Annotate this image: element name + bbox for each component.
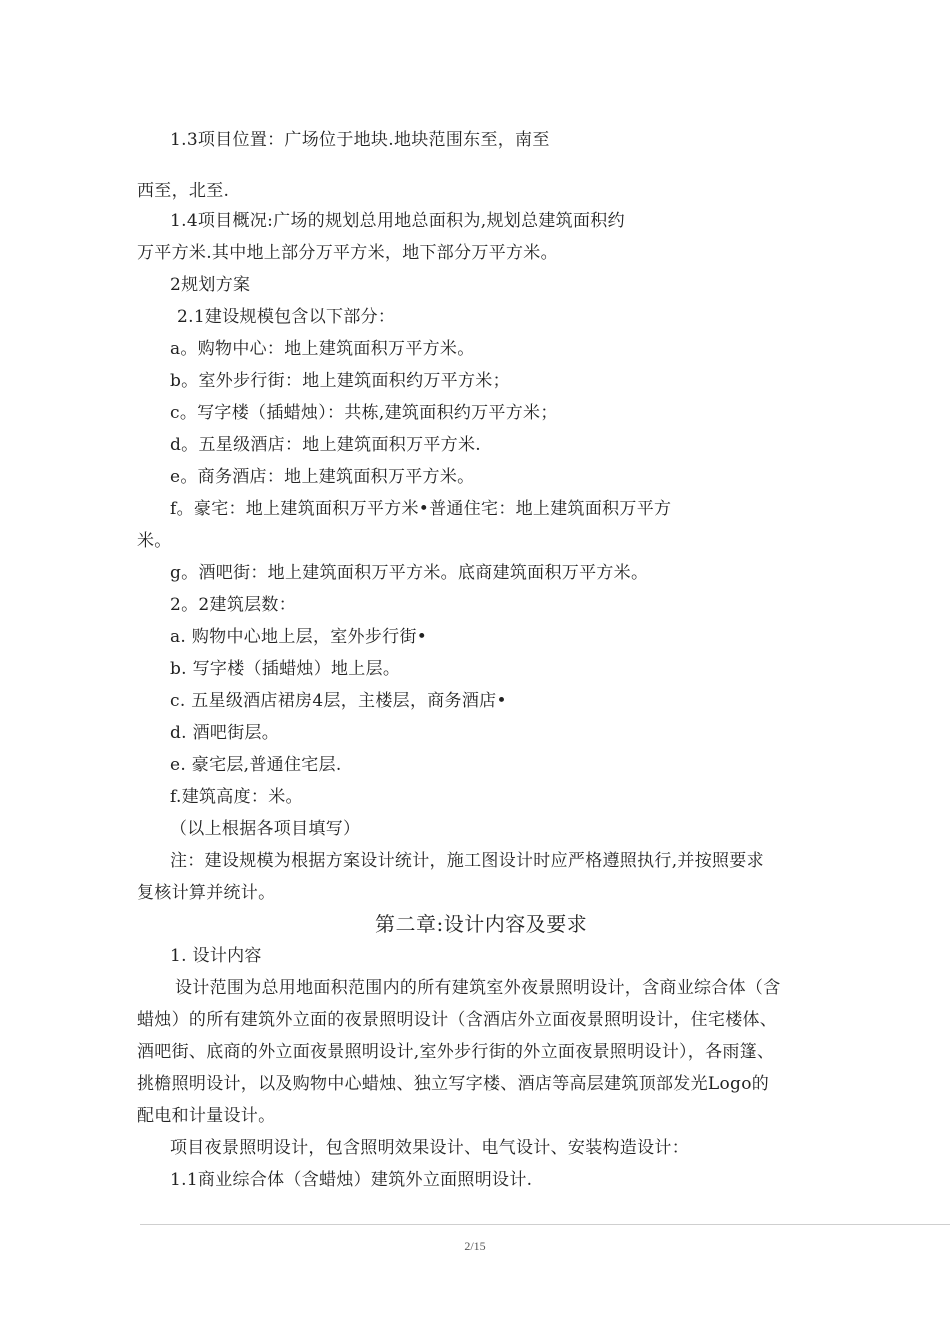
floors-item-f: f.建筑高度：米。 — [170, 787, 303, 807]
scale-item-e: e。商务酒店：地上建筑面积万平方米。 — [170, 467, 475, 487]
section-1-3-continuation: 西至，北至. — [137, 181, 230, 201]
lighting-design-paragraph: 项目夜景照明设计，包含照明效果设计、电气设计、安装构造设计： — [170, 1138, 689, 1158]
section-2-1-heading: 2.1建设规模包含以下部分： — [177, 307, 396, 327]
floors-item-a: a. 购物中心地上层，室外步行街• — [170, 627, 428, 647]
scale-item-d: d。五星级酒店：地上建筑面积万平方米. — [170, 435, 481, 455]
page-number: 2/15 — [464, 1239, 486, 1253]
design-scope-paragraph: 设计范围为总用地面积范围内的所有建筑室外夜景照明设计，含商业综合体（含 — [175, 978, 781, 998]
floors-item-e: e. 豪宅层,普通住宅层. — [170, 755, 342, 775]
design-content-heading: 1. 设计内容 — [170, 946, 262, 966]
section-1-4-continuation: 万平方米.其中地上部分万平方米，地下部分万平方米。 — [137, 243, 558, 263]
scale-item-f: f。豪宅：地上建筑面积万平方米•普通住宅：地上建筑面积万平方 — [170, 499, 672, 519]
note-paragraph: 注：建设规模为根据方案设计统计，施工图设计时应严格遵照执行,并按照要求 — [170, 851, 764, 871]
design-scope-line-3: 酒吧街、底商的外立面夜景照明设计,室外步行街的外立面夜景照明设计），各雨篷、 — [137, 1042, 775, 1062]
design-scope-line-2: 蜡烛）的所有建筑外立面的夜景照明设计（含酒店外立面夜景照明设计，住宅楼体、 — [137, 1010, 778, 1030]
scale-item-a: a。购物中心：地上建筑面积万平方米。 — [170, 339, 475, 359]
section-2-heading: 2规划方案 — [170, 275, 251, 295]
scale-item-c: c。写字楼（插蜡烛）：共栋,建筑面积约万平方米； — [170, 403, 558, 423]
section-1-3-project-location: 1.3项目位置：广场位于地块.地块范围东至，南至 — [170, 130, 550, 150]
scale-item-b: b。室外步行街：地上建筑面积约万平方米； — [170, 371, 510, 391]
floors-item-c: c. 五星级酒店裙房4层，主楼层，商务酒店• — [170, 691, 507, 711]
scale-item-g: g。酒吧街：地上建筑面积万平方米。底商建筑面积万平方米。 — [170, 563, 649, 583]
note-paragraph-continuation: 复核计算并统计。 — [137, 883, 276, 903]
floors-item-b: b. 写字楼（插蜡烛）地上层。 — [170, 659, 401, 679]
scale-item-f-continuation: 米。 — [137, 531, 172, 551]
section-1-1-facade-lighting: 1.1商业综合体（含蜡烛）建筑外立面照明设计. — [170, 1170, 533, 1190]
design-scope-line-5: 配电和计量设计。 — [137, 1106, 276, 1126]
fill-in-note: （以上根据各项目填写） — [170, 819, 361, 839]
design-scope-line-4: 挑檐照明设计，以及购物中心蜡烛、独立写字楼、酒店等高层建筑顶部发光Logo的 — [137, 1074, 770, 1094]
floors-item-d: d. 酒吧街层。 — [170, 723, 280, 743]
footer-divider — [140, 1224, 950, 1225]
section-1-4-project-overview: 1.4项目概况:广场的规划总用地总面积为,规划总建筑面积约 — [170, 211, 625, 231]
chapter-2-title: 第二章:设计内容及要求 — [375, 912, 588, 936]
section-2-2-heading: 2。2建筑层数： — [170, 595, 297, 615]
